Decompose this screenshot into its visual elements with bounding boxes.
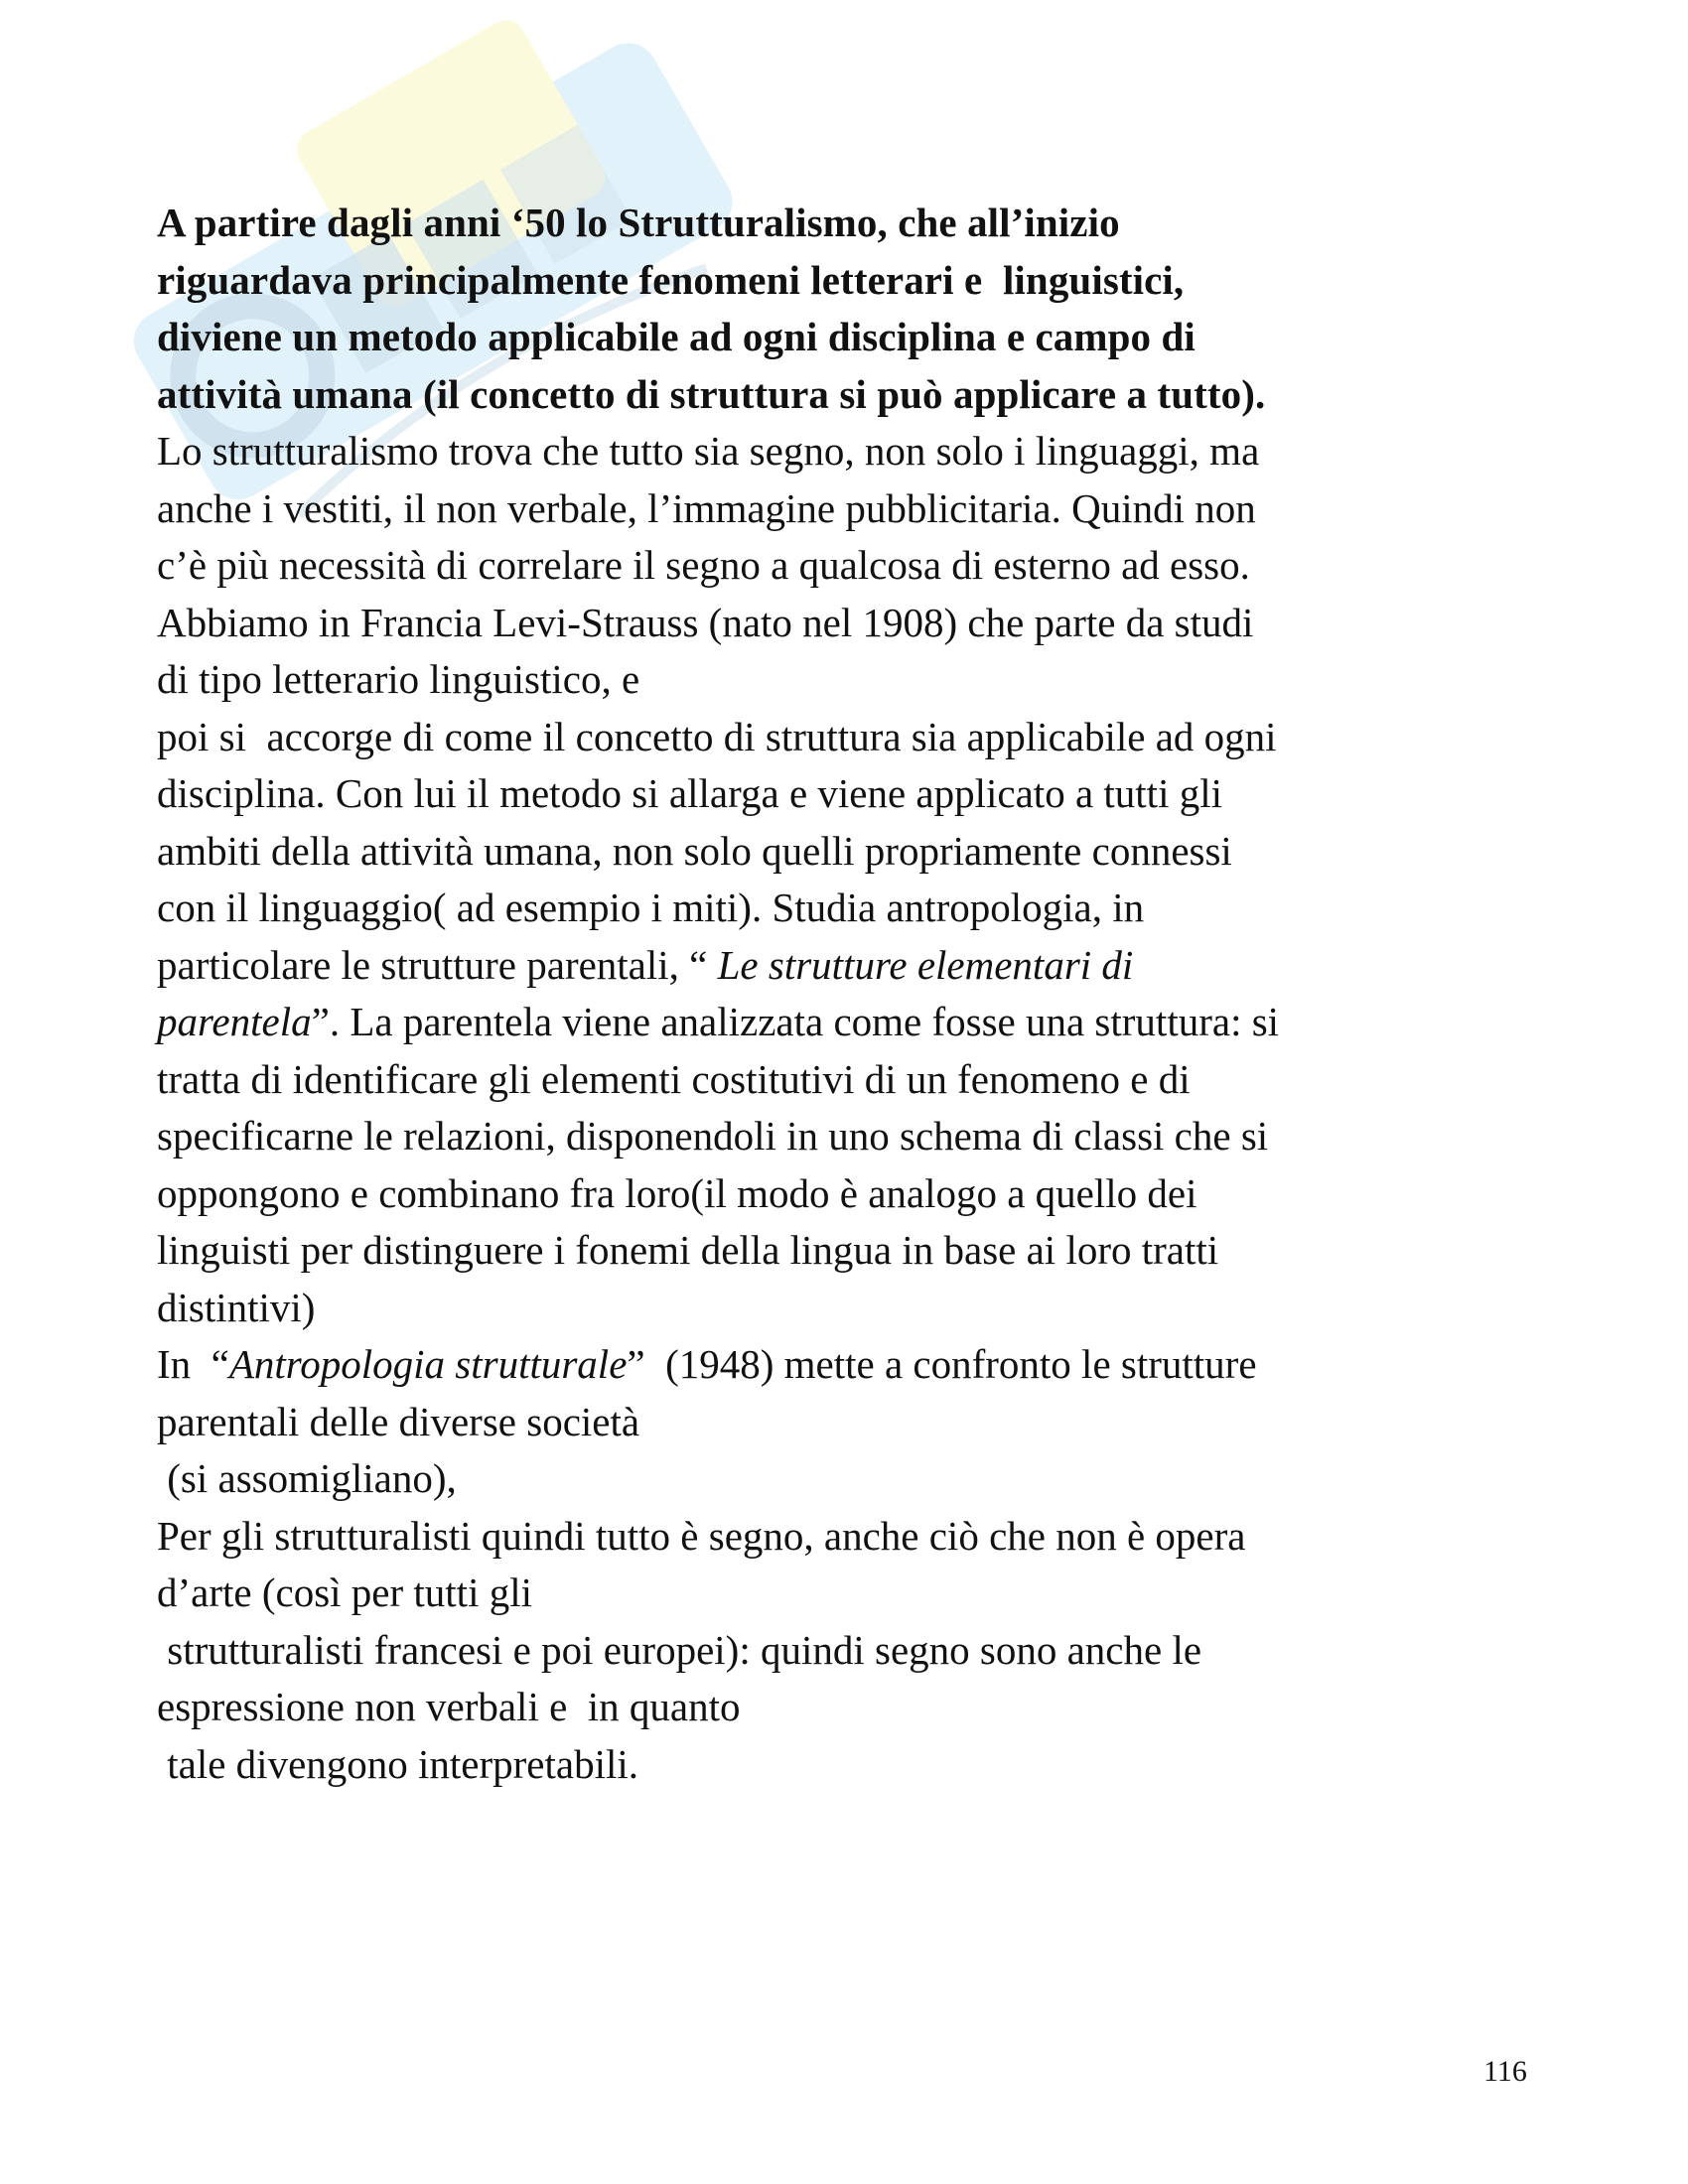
- text-line-with-title: [157, 994, 1547, 1051]
- document-body: [157, 195, 1547, 1793]
- text-line: (si assomigliano),: [157, 1455, 457, 1501]
- bold-intro-line-1: A partire dagli anni ‘50 lo Strutturalismo, che all’inizio: [157, 200, 1120, 245]
- text-line: linguisti per distinguere i fonemi della lingua in base ai loro tratti: [157, 1227, 1219, 1273]
- text-line: Per gli strutturalisti quindi tutto è segno, anche ciò che non è opera: [157, 1512, 1246, 1559]
- text-line: strutturalisti francesi e poi europei): quindi segno sono anche le: [157, 1626, 1202, 1673]
- text-line: oppongono e combinano fra loro(il modo è analogo a quello dei: [157, 1169, 1197, 1216]
- text-line: parentali delle diverse società: [157, 1398, 640, 1444]
- text-line: c’è più necessità di correlare il segno a qualcosa di esterno ad esso.: [157, 542, 1250, 588]
- text-line: disciplina. Con lui il metodo si allarga e viene applicato a tutti gli: [157, 770, 1222, 816]
- book-title-italic: Le strutture elementari di: [717, 941, 1134, 988]
- text-fragment: ” (1948) mette a confronto le strutture: [627, 1341, 1257, 1387]
- text-line: ambiti della attività umana, non solo quelli propriamente connessi: [157, 827, 1232, 874]
- text-line: anche i vestiti, il non verbale, l’immagine pubblicitaria. Quindi non: [157, 484, 1256, 531]
- bold-intro-line-3: diviene un metodo applicabile ad ogni disciplina e campo di: [157, 314, 1196, 359]
- bold-intro-line-4: attività umana (il concetto di struttura si può applicare a tutto).: [157, 370, 1266, 417]
- text-line: tale divengono interpretabili.: [157, 1740, 639, 1787]
- text-line-with-title: [157, 1336, 1547, 1394]
- text-line: Lo strutturalismo trova che tutto sia segno, non solo i linguaggi, ma: [157, 428, 1260, 474]
- book-title-italic: Antropologia strutturale: [228, 1341, 628, 1387]
- text-line: Abbiamo in Francia Levi-Strauss (nato nel 1908) che parte da studi: [157, 599, 1254, 645]
- text-line: d’arte (così per tutti gli: [157, 1570, 532, 1615]
- text-fragment: In “: [157, 1341, 229, 1387]
- text-fragment: ”. La parentela viene analizzata come fosse una struttura: si: [311, 999, 1280, 1044]
- text-fragment: particolare le strutture parentali, “: [157, 941, 718, 988]
- text-line: tratta di identificare gli elementi costitutivi di un fenomeno e di: [157, 1055, 1191, 1102]
- text-line: di tipo letterario linguistico, e: [157, 656, 640, 702]
- text-line: poi si accorge di come il concetto di struttura sia applicabile ad ogni: [157, 713, 1277, 759]
- book-title-italic: parentela: [157, 999, 312, 1044]
- bold-intro-line-2: riguardava principalmente fenomeni letterari e linguistici,: [157, 256, 1185, 303]
- text-line-with-title: [157, 937, 1547, 995]
- text-line: specificarne le relazioni, disponendoli in uno schema di classi che si: [157, 1113, 1269, 1159]
- text-line: con il linguaggio( ad esempio i miti). Studia antropologia, in: [157, 885, 1145, 930]
- text-line: distintivi): [157, 1284, 316, 1330]
- page-number: 116: [1483, 2055, 1527, 2088]
- text-line: espressione non verbali e in quanto: [157, 1684, 741, 1729]
